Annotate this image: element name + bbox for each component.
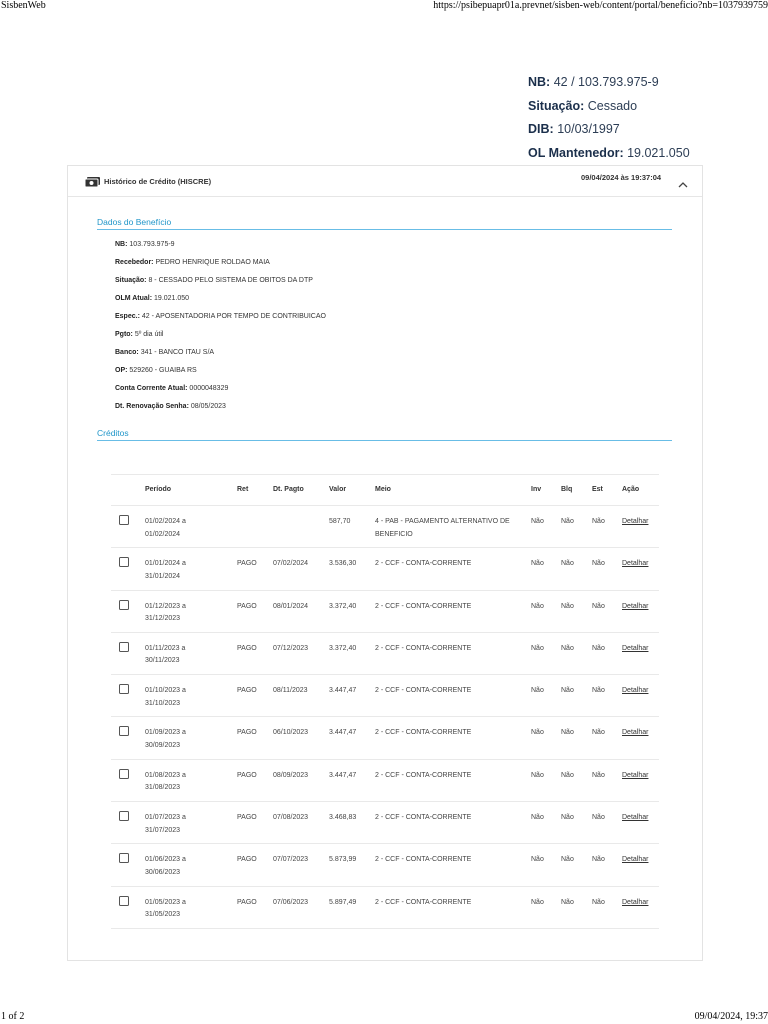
table-row <box>111 591 659 633</box>
cell-blq: Não <box>561 771 574 779</box>
cell-ret: PAGO <box>237 729 257 737</box>
cell-periodo <box>145 770 186 795</box>
periodo-fim: 31/10/2023 <box>145 699 181 707</box>
field-label: Recebedor: <box>115 259 154 266</box>
table-header <box>111 474 659 506</box>
detalhar-link[interactable]: Detalhar <box>622 644 649 652</box>
card-timestamp: 09/04/2024 às 19:37:04 <box>581 173 662 182</box>
cell-inv: Não <box>531 814 544 822</box>
cell-ret: PAGO <box>237 814 257 822</box>
field-row <box>115 367 326 385</box>
cell-ret: PAGO <box>237 856 257 864</box>
cell-valor: 3.447,47 <box>329 729 357 737</box>
cell-est: Não <box>592 729 605 737</box>
cell-valor: 3.447,47 <box>329 771 357 779</box>
field-row <box>115 259 326 277</box>
field-label: OP: <box>115 367 128 374</box>
summary-situacao-value: Cessado <box>587 98 638 113</box>
field-row <box>115 403 326 421</box>
col-acao: Ação <box>622 486 640 493</box>
cell-dt-pagto: 08/01/2024 <box>273 602 309 610</box>
cell-dt-pagto: 08/11/2023 <box>273 687 308 695</box>
cell-inv: Não <box>531 729 544 737</box>
summary-nb-value: 42 / 103.793.975-9 <box>553 75 659 89</box>
cell-inv: Não <box>531 898 544 906</box>
print-page-title: SisbenWeb <box>1 0 46 11</box>
periodo-inicio: 01/12/2023 a <box>145 602 186 610</box>
summary-ol <box>528 142 758 166</box>
cell-est: Não <box>592 771 605 779</box>
row-checkbox[interactable] <box>119 769 129 779</box>
cell-ret: PAGO <box>237 898 257 906</box>
field-value: 103.793.975-9 <box>129 241 175 248</box>
detalhar-link[interactable]: Detalhar <box>622 518 649 525</box>
cell-meio: 2 - CCF - CONTA-CORRENTE <box>375 687 472 695</box>
cell-meio: 4 - PAB - PAGAMENTO ALTERNATIVO DE BENEFICIO <box>375 518 510 538</box>
cell-inv: Não <box>531 518 544 525</box>
cell-dt-pagto: 07/08/2023 <box>273 814 309 822</box>
cell-periodo <box>145 897 186 922</box>
summary-dib-label: DIB: <box>528 122 554 136</box>
cell-inv: Não <box>531 687 544 695</box>
summary-dib-value: 10/03/1997 <box>557 122 620 136</box>
periodo-inicio: 01/09/2023 a <box>145 729 186 737</box>
cell-valor: 3.447,47 <box>329 687 357 695</box>
cell-meio: 2 - CCF - CONTA-CORRENTE <box>375 771 472 779</box>
cell-est: Não <box>592 644 605 652</box>
field-row <box>115 241 326 259</box>
periodo-fim: 30/06/2023 <box>145 868 181 876</box>
field-label: Dt. Renovação Senha: <box>115 403 189 410</box>
detalhar-link[interactable]: Detalhar <box>622 814 649 822</box>
field-value: 529260 - GUAIBA RS <box>129 367 197 374</box>
cell-ret: PAGO <box>237 771 257 779</box>
field-label: Pgto: <box>115 331 133 338</box>
cell-blq: Não <box>561 560 574 568</box>
field-value: 0000048329 <box>189 385 229 392</box>
credits-table <box>111 474 659 929</box>
print-page-number: 1 of 2 <box>1 1011 25 1022</box>
hiscre-card <box>67 165 703 961</box>
creditos-section-title: Créditos <box>97 428 672 441</box>
field-row <box>115 295 326 313</box>
col-valor: Valor <box>329 486 347 493</box>
col-ret: Ret <box>237 486 249 493</box>
periodo-fim: 31/12/2023 <box>145 615 181 623</box>
field-value: PEDRO HENRIQUE ROLDAO MAIA <box>155 259 270 266</box>
field-label: OLM Atual: <box>115 295 153 302</box>
cell-ret: PAGO <box>237 644 257 652</box>
cell-inv: Não <box>531 560 544 568</box>
cell-blq: Não <box>561 729 574 737</box>
field-label: Conta Corrente Atual: <box>115 385 188 392</box>
field-label: Situação: <box>115 277 147 284</box>
table-row <box>111 760 659 802</box>
periodo-inicio: 01/06/2023 a <box>145 856 186 864</box>
field-row <box>115 277 326 295</box>
table-row <box>111 844 659 886</box>
print-footer <box>0 1010 768 1024</box>
cell-est: Não <box>592 518 605 525</box>
card-header[interactable] <box>68 166 702 197</box>
cell-ret: PAGO <box>237 687 257 695</box>
cell-periodo <box>145 643 185 668</box>
summary-dib <box>528 118 758 142</box>
table-row <box>111 548 659 590</box>
table-row <box>111 675 659 717</box>
table-row <box>111 887 659 929</box>
print-header <box>0 0 768 12</box>
periodo-inicio: 01/07/2023 a <box>145 814 186 822</box>
col-meio: Meio <box>375 486 391 493</box>
cell-dt-pagto: 08/09/2023 <box>273 771 309 779</box>
cell-valor: 5.897,49 <box>329 898 357 906</box>
row-checkbox[interactable] <box>119 726 129 736</box>
detalhar-link[interactable]: Detalhar <box>622 602 649 610</box>
cell-est: Não <box>592 898 605 906</box>
periodo-inicio: 01/11/2023 a <box>145 644 186 652</box>
periodo-fim: 01/02/2024 <box>145 530 181 538</box>
field-value: 08/05/2023 <box>190 403 226 410</box>
cell-blq: Não <box>561 644 574 652</box>
cell-valor: 587,70 <box>329 518 351 525</box>
summary-nb-label: NB: <box>528 75 551 89</box>
table-body <box>111 506 659 929</box>
card-title: Histórico de Crédito (HISCRE) <box>104 177 212 186</box>
field-value: 5º dia útil <box>134 331 164 338</box>
cell-meio: 2 - CCF - CONTA-CORRENTE <box>375 602 472 610</box>
col-est: Est <box>592 486 603 493</box>
table-row <box>111 717 659 759</box>
periodo-fim: 31/07/2023 <box>145 826 181 834</box>
cell-meio: 2 - CCF - CONTA-CORRENTE <box>375 814 472 822</box>
cell-blq: Não <box>561 602 574 610</box>
periodo-inicio: 01/10/2023 a <box>145 687 186 695</box>
cell-est: Não <box>592 687 605 695</box>
field-value: 42 - APOSENTADORIA POR TEMPO DE CONTRIBUICAO <box>141 313 326 320</box>
row-checkbox[interactable] <box>119 515 129 525</box>
row-checkbox[interactable] <box>119 557 129 567</box>
summary-situacao-label: Situação: <box>528 98 585 113</box>
cell-est: Não <box>592 602 605 610</box>
cell-meio: 2 - CCF - CONTA-CORRENTE <box>375 560 472 568</box>
row-checkbox[interactable] <box>119 600 129 610</box>
field-value: 341 - BANCO ITAU S/A <box>140 349 215 356</box>
money-icon <box>85 175 100 186</box>
row-checkbox[interactable] <box>119 684 129 694</box>
cell-inv: Não <box>531 602 544 610</box>
periodo-inicio: 01/05/2023 a <box>145 898 186 906</box>
benefit-summary <box>528 71 758 165</box>
print-datetime: 09/04/2024, 19:37 <box>694 1011 768 1022</box>
periodo-fim: 31/08/2023 <box>145 784 181 792</box>
col-inv: Inv <box>531 486 542 493</box>
cell-dt-pagto: 07/02/2024 <box>273 560 309 568</box>
cell-periodo <box>145 727 186 752</box>
cell-ret: PAGO <box>237 560 257 568</box>
cell-est: Não <box>592 560 605 568</box>
cell-periodo <box>145 558 186 583</box>
cell-valor: 3.536,30 <box>329 560 357 568</box>
cell-valor: 3.372,40 <box>329 602 357 610</box>
row-checkbox[interactable] <box>119 811 129 821</box>
cell-est: Não <box>592 814 605 822</box>
cell-periodo <box>145 854 186 879</box>
field-row <box>115 331 326 349</box>
chevron-up-icon[interactable] <box>678 176 688 184</box>
cell-meio: 2 - CCF - CONTA-CORRENTE <box>375 898 472 906</box>
detalhar-link[interactable]: Detalhar <box>622 856 649 864</box>
cell-dt-pagto: 07/12/2023 <box>273 644 309 652</box>
cell-inv: Não <box>531 644 544 652</box>
table-row <box>111 506 659 548</box>
periodo-inicio: 01/02/2024 a <box>145 518 186 525</box>
field-label: Banco: <box>115 349 139 356</box>
field-row <box>115 313 326 331</box>
detalhar-link[interactable]: Detalhar <box>622 687 649 695</box>
col-dt-pagto: Dt. Pagto <box>273 486 304 493</box>
cell-periodo <box>145 601 186 626</box>
field-row <box>115 385 326 403</box>
periodo-fim: 31/01/2024 <box>145 572 181 580</box>
cell-dt-pagto: 07/06/2023 <box>273 898 309 906</box>
cell-meio: 2 - CCF - CONTA-CORRENTE <box>375 729 472 737</box>
summary-nb <box>528 71 758 95</box>
cell-est: Não <box>592 856 605 864</box>
row-checkbox[interactable] <box>119 853 129 863</box>
cell-valor: 5.873,99 <box>329 856 357 864</box>
cell-inv: Não <box>531 771 544 779</box>
detalhar-link[interactable]: Detalhar <box>622 729 649 737</box>
cell-meio: 2 - CCF - CONTA-CORRENTE <box>375 856 472 864</box>
field-value: 19.021.050 <box>154 295 190 302</box>
periodo-fim: 31/05/2023 <box>145 911 181 919</box>
field-label: Espec.: <box>115 313 140 320</box>
cell-blq: Não <box>561 856 574 864</box>
cell-blq: Não <box>561 898 574 906</box>
cell-periodo <box>145 685 186 710</box>
detalhar-link[interactable]: Detalhar <box>622 560 649 568</box>
cell-dt-pagto: 07/07/2023 <box>273 856 309 864</box>
periodo-fim: 30/11/2023 <box>145 657 180 665</box>
periodo-inicio: 01/01/2024 a <box>145 560 186 568</box>
detalhar-link[interactable]: Detalhar <box>622 898 649 906</box>
cell-blq: Não <box>561 518 574 525</box>
col-blq: Blq <box>561 486 573 493</box>
col-periodo: Período <box>145 486 172 493</box>
table-row <box>111 802 659 844</box>
field-label: NB: <box>115 241 128 248</box>
print-url: https://psibepuapr01a.prevnet/sisben-web/content/portal/beneficio?nb=1037939759 <box>433 0 768 11</box>
field-value: 8 - CESSADO PELO SISTEMA DE OBITOS DA DTP <box>148 277 313 284</box>
cell-blq: Não <box>561 814 574 822</box>
cell-meio: 2 - CCF - CONTA-CORRENTE <box>375 644 472 652</box>
cell-valor: 3.468,83 <box>329 814 357 822</box>
cell-periodo <box>145 516 186 541</box>
row-checkbox[interactable] <box>119 642 129 652</box>
cell-ret: PAGO <box>237 602 257 610</box>
cell-inv: Não <box>531 856 544 864</box>
summary-ol-label: OL Mantenedor: <box>528 145 624 160</box>
summary-ol-value: 19.021.050 <box>627 145 690 160</box>
detalhar-link[interactable]: Detalhar <box>622 771 649 779</box>
row-checkbox[interactable] <box>119 896 129 906</box>
table-row <box>111 633 659 675</box>
cell-valor: 3.372,40 <box>329 644 357 652</box>
cell-blq: Não <box>561 687 574 695</box>
periodo-fim: 30/09/2023 <box>145 741 181 749</box>
cell-periodo <box>145 812 186 837</box>
periodo-inicio: 01/08/2023 a <box>145 771 186 779</box>
summary-situacao <box>528 95 758 119</box>
cell-dt-pagto: 06/10/2023 <box>273 729 309 737</box>
benefit-fields <box>115 241 326 421</box>
field-row <box>115 349 326 367</box>
dados-section-title: Dados do Benefício <box>97 217 672 230</box>
